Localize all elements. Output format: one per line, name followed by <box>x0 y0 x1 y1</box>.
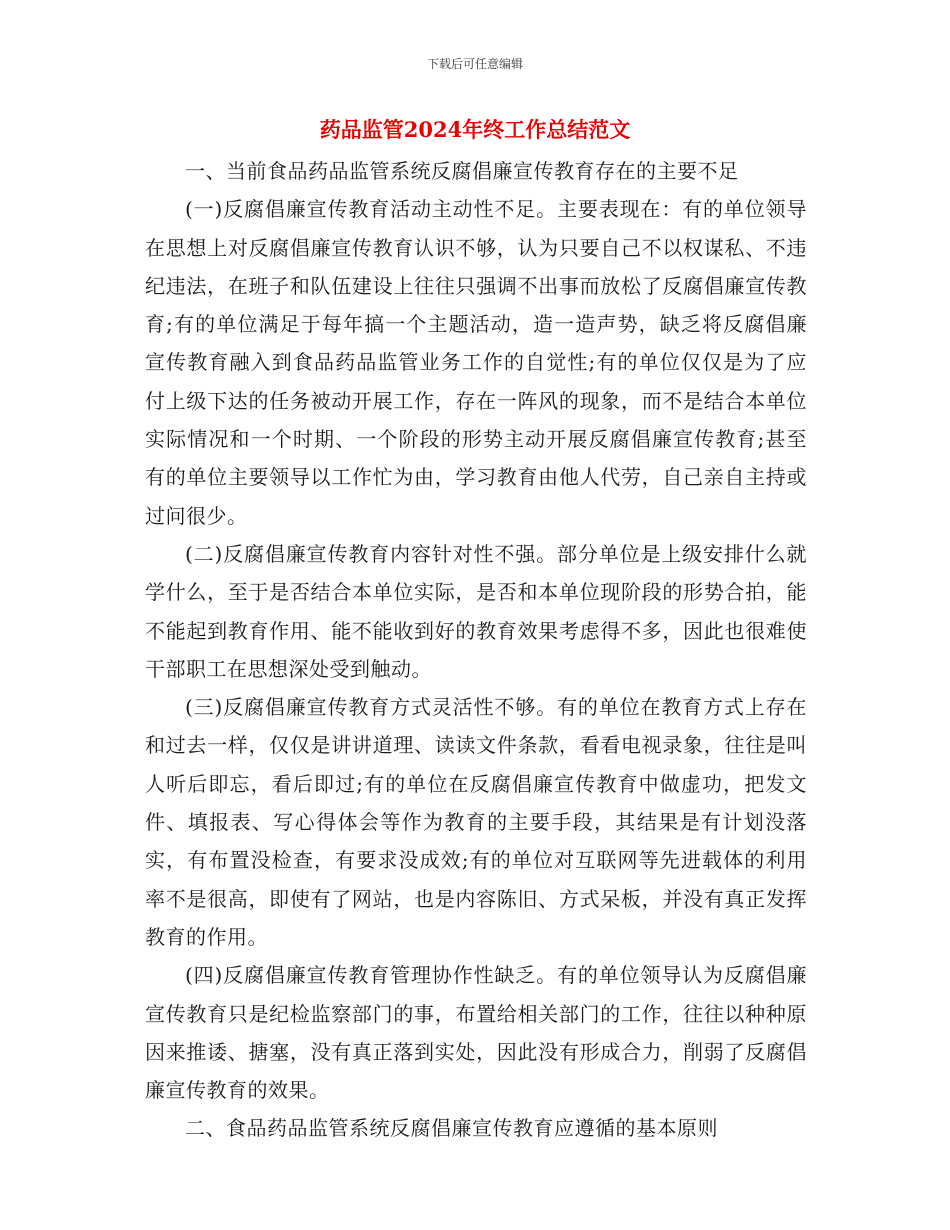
header-note: 下载后可任意编辑 <box>426 57 523 71</box>
paragraph-2: (二)反腐倡廉宣传教育内容针对性不强。部分单位是上级安排什么就学什么，至于是否结合本单位实际，是否和本单位现阶段的形势合拍，能不能起到教育作用、能不能收到好的教育效果考虑得不多，因此也很难使干部职工在思想深处受到触动。 <box>145 541 807 681</box>
paragraph-1: (一)反腐倡廉宣传教育活动主动性不足。主要表现在：有的单位领导在思想上对反腐倡廉宣传教育认识不够，认为只要自己不以权谋私、不违纪违法，在班子和队伍建设上往往只强调不出事而放松了反腐倡廉宣传教育;有的单位满足于每年搞一个主题活动，造一造声势，缺乏将反腐倡廉宣传教育融入到食品药品监管业务工作的自觉性;有的单位仅仅是为了应付上级下达的任务被动开展工作，存在一阵风的现象，而不是结合本单位实际情况和一个时期、一个阶段的形势主动开展反腐倡廉宣传教育;甚至有的单位主要领导以工作忙为由，学习教育由他人代劳，自己亲自主持或过问很少。 <box>145 197 807 528</box>
paragraph-3: (三)反腐倡廉宣传教育方式灵活性不够。有的单位在教育方式上存在和过去一样，仅仅是讲讲道理、读读文件条款，看看电视录象，往往是叫人听后即忘，看后即过;有的单位在反腐倡廉宣传教育中做虚功，把发文件、填报表、写心得体会等作为教育的主要手段，其结果是有计划没落实，有布置没检查，有要求没成效;有的单位对互联网等先进载体的利用率不是很高，即使有了网站，也是内容陈旧、方式呆板，并没有真正发挥教育的作用。 <box>145 695 807 949</box>
document-body <box>145 152 807 1148</box>
paragraph-4: (四)反腐倡廉宣传教育管理协作性缺乏。有的单位领导认为反腐倡廉宣传教育只是纪检监察部门的事，布置给相关部门的工作，往往以种种原因来推诿、搪塞，没有真正落到实处，因此没有形成合力，削弱了反腐倡廉宣传教育的效果。 <box>145 963 807 1103</box>
section-heading-1: 一、当前食品药品监管系统反腐倡廉宣传教育存在的主要不足 <box>185 159 739 183</box>
section-heading-2: 二、食品药品监管系统反腐倡廉宣传教育应遵循的基本原则 <box>185 1116 718 1141</box>
document-title: 药品监管2024年终工作总结范文 <box>319 117 631 142</box>
